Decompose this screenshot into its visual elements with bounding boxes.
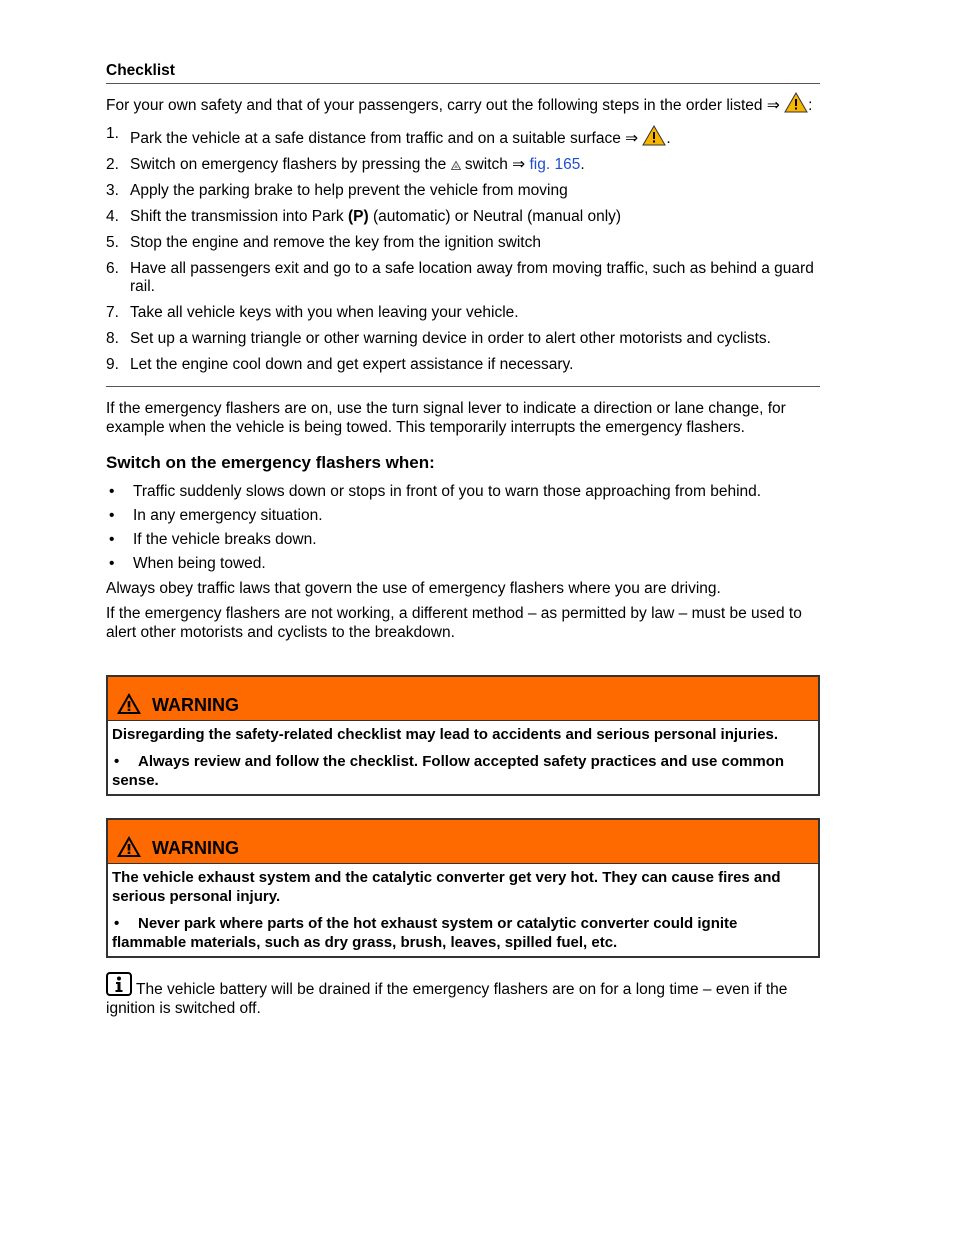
hazard-switch-icon bbox=[451, 161, 461, 170]
step-2-end: . bbox=[580, 156, 585, 173]
bullet-marker: • bbox=[109, 555, 115, 572]
step-text bbox=[130, 156, 820, 174]
bullet-text: When being towed. bbox=[133, 555, 266, 572]
info-icon bbox=[106, 972, 132, 996]
warning-text: Disregarding the safety-related checklist may lead to accidents and serious personal injuries. bbox=[112, 726, 779, 743]
warning-title: WARNING bbox=[152, 838, 239, 858]
fig-165-link[interactable]: fig. 165 bbox=[529, 156, 581, 173]
step-2-text: Switch on emergency flashers by pressing the bbox=[130, 156, 447, 173]
warning-body bbox=[108, 864, 818, 956]
warning-box bbox=[106, 675, 820, 796]
bullet-marker: • bbox=[114, 915, 120, 932]
manual-page bbox=[106, 60, 820, 1017]
intro-end: : bbox=[808, 97, 813, 114]
step-2-mid: switch ⇒ bbox=[464, 156, 526, 173]
step-number: 5. bbox=[106, 234, 119, 251]
list-item bbox=[106, 555, 820, 573]
intro-text: For your own safety and that of your passengers, carry out the following steps in the order listed ⇒ bbox=[106, 97, 780, 114]
warning-header bbox=[108, 677, 818, 721]
bullet-marker: • bbox=[109, 531, 115, 548]
step-4-post: (automatic) or Neutral (manual only) bbox=[372, 208, 622, 225]
list-item bbox=[106, 483, 820, 501]
list-item bbox=[106, 507, 820, 525]
warning-body bbox=[108, 721, 818, 794]
step-text: Have all passengers exit and go to a safe location away from moving traffic, such as behind a guard rail. bbox=[130, 260, 814, 295]
turn-signal-note: If the emergency flashers are on, use the turn signal lever to indicate a direction or lane change, for example when the vehicle is being towed. This temporarily interrupts the emergency flashers. bbox=[106, 400, 786, 436]
list-item bbox=[106, 356, 820, 374]
bullet-marker: • bbox=[109, 483, 115, 500]
warning-bullet-text: Always review and follow the checklist. Follow accepted safety practices and use common sense. bbox=[112, 753, 785, 789]
step-1-end: . bbox=[666, 130, 671, 147]
bullet-marker: • bbox=[114, 753, 120, 770]
step-4-text: Shift the transmission into Park bbox=[130, 208, 344, 225]
flashers-list bbox=[106, 483, 820, 573]
step-number: 9. bbox=[106, 356, 119, 373]
step-text: Stop the engine and remove the key from the ignition switch bbox=[130, 234, 541, 251]
warning-text: The vehicle exhaust system and the catalytic converter get very hot. They can cause fires and serious personal injury. bbox=[112, 869, 781, 905]
note-text: The vehicle battery will be drained if the emergency flashers are on for a long time – even if the ignition is switched off. bbox=[106, 981, 788, 1017]
step-text: Set up a warning triangle or other warning device in order to alert other motorists and cyclists. bbox=[130, 330, 771, 347]
step-number: 6. bbox=[106, 260, 119, 277]
warning-triangle-icon bbox=[116, 835, 142, 858]
checklist-intro bbox=[106, 92, 820, 115]
step-text bbox=[130, 208, 820, 226]
warning-bullet-text: Never park where parts of the hot exhaust system or catalytic converter could ignite flammable materials, such as dry grass, brush, leaves, spilled fuel, etc. bbox=[112, 915, 738, 951]
checklist-steps bbox=[106, 125, 820, 387]
warning-triangle-icon bbox=[784, 92, 808, 113]
step-number: 2. bbox=[106, 156, 119, 173]
bullet-marker: • bbox=[109, 507, 115, 524]
checklist-title: Checklist bbox=[106, 60, 820, 84]
not-working-text: If the emergency flashers are not working, a different method – as permitted by law – must be used to alert other motorists and cyclists to the breakdown. bbox=[106, 605, 802, 641]
list-item bbox=[106, 234, 820, 252]
warning-bullet bbox=[112, 752, 814, 790]
list-item bbox=[106, 182, 820, 200]
list-item bbox=[106, 125, 820, 148]
step-number: 7. bbox=[106, 304, 119, 321]
step-1-text: Park the vehicle at a safe distance from traffic and on a suitable surface ⇒ bbox=[130, 130, 639, 147]
step-number: 8. bbox=[106, 330, 119, 347]
battery-note bbox=[106, 972, 820, 1018]
step-text: Apply the parking brake to help prevent the vehicle from moving bbox=[130, 182, 568, 199]
warning-box bbox=[106, 818, 820, 958]
bullet-text: If the vehicle breaks down. bbox=[133, 531, 317, 548]
step-number: 4. bbox=[106, 208, 119, 225]
list-item bbox=[106, 304, 820, 322]
list-item bbox=[106, 208, 820, 226]
step-text: Take all vehicle keys with you when leaving your vehicle. bbox=[130, 304, 519, 321]
list-item bbox=[106, 260, 820, 296]
flashers-heading: Switch on the emergency flashers when: bbox=[106, 453, 435, 472]
step-text: Let the engine cool down and get expert assistance if necessary. bbox=[130, 356, 574, 373]
list-item bbox=[106, 330, 820, 348]
warning-triangle-icon bbox=[642, 125, 666, 146]
list-item bbox=[106, 156, 820, 174]
step-text bbox=[130, 125, 820, 148]
warning-title: WARNING bbox=[152, 695, 239, 715]
step-number: 1. bbox=[106, 125, 119, 142]
bullet-text: In any emergency situation. bbox=[133, 507, 323, 524]
list-item bbox=[106, 531, 820, 549]
step-number: 3. bbox=[106, 182, 119, 199]
warning-bullet bbox=[112, 914, 814, 952]
warning-header bbox=[108, 820, 818, 864]
park-label: (P) bbox=[347, 208, 369, 225]
bullet-text: Traffic suddenly slows down or stops in front of you to warn those approaching from behind. bbox=[133, 483, 762, 500]
obey-laws-text: Always obey traffic laws that govern the use of emergency flashers where you are driving. bbox=[106, 580, 721, 597]
warning-triangle-icon bbox=[116, 692, 142, 715]
